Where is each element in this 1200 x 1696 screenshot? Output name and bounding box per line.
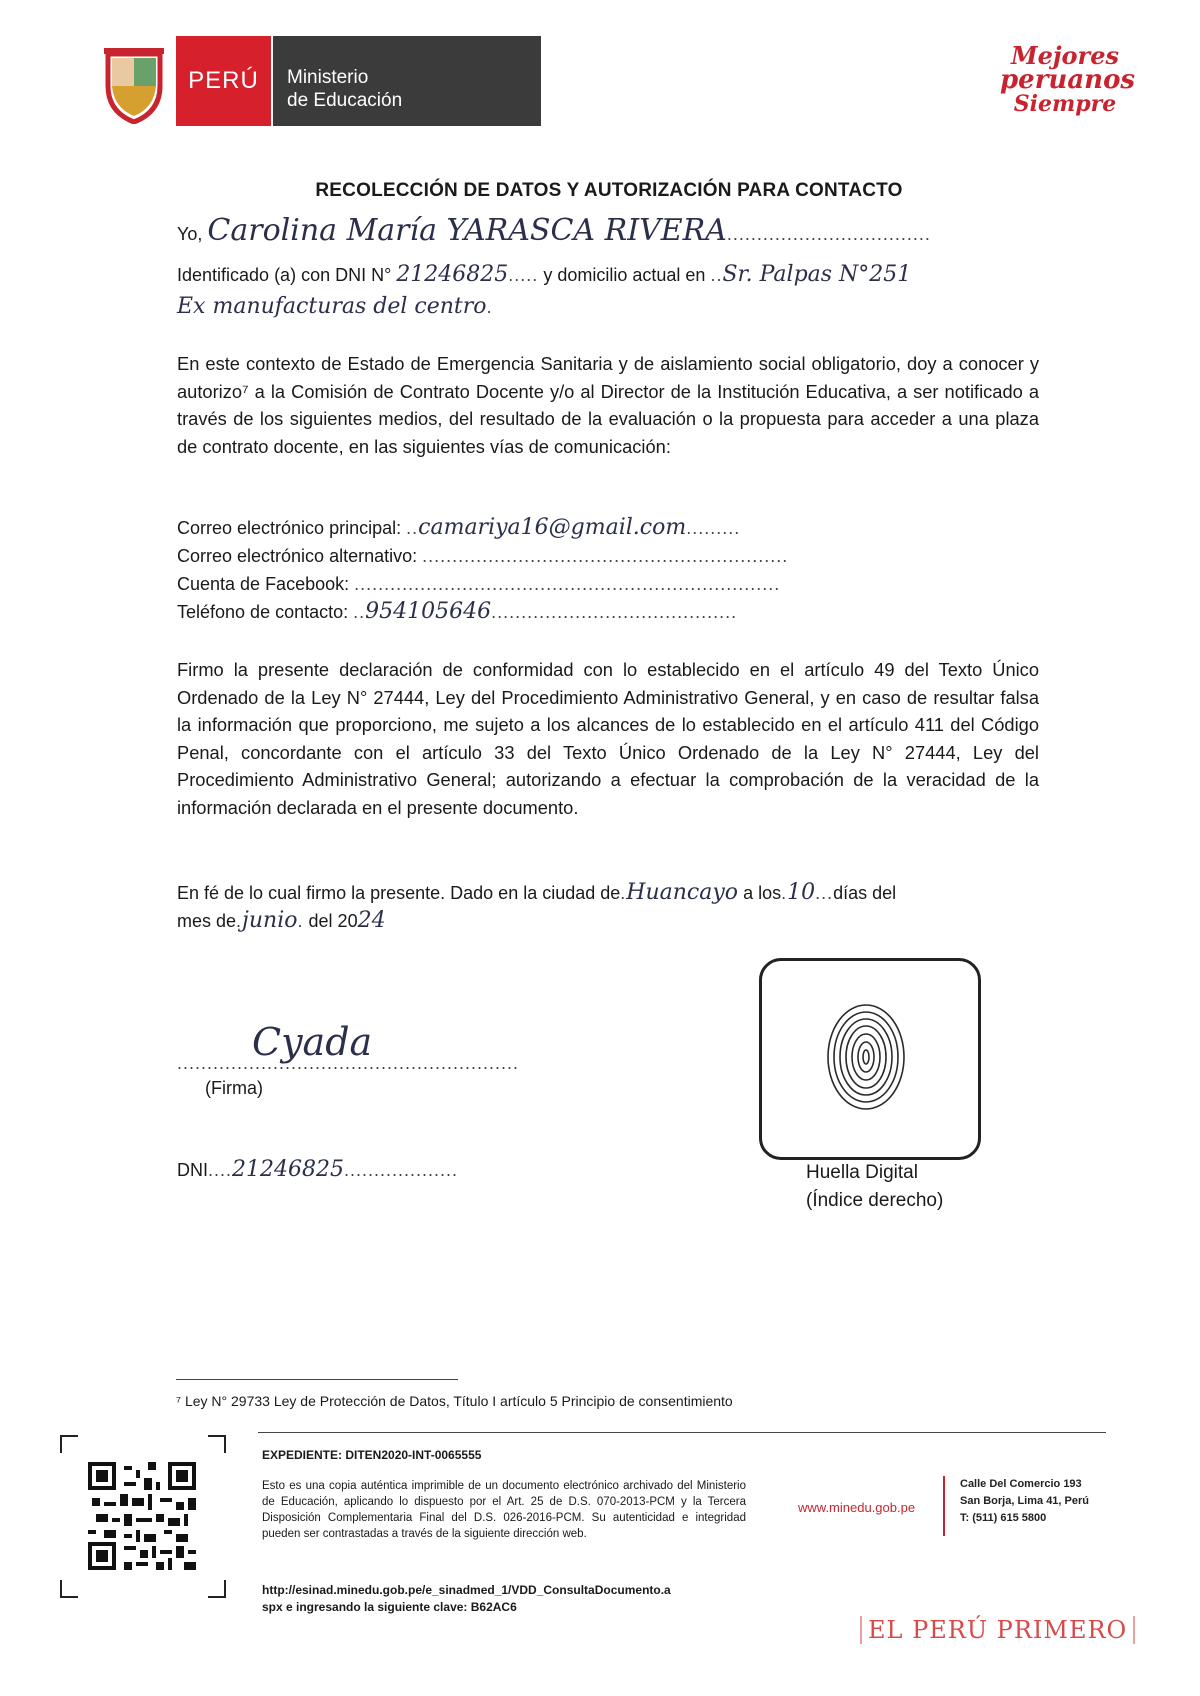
facebook-row: Cuenta de Facebook: ....................................................................... <box>177 574 781 594</box>
phone-row: Teléfono de contacto: ..954105646......................................... <box>177 599 738 624</box>
verification-url-line-2: spx e ingresando la siguiente clave: B62AC6 <box>262 1600 517 1614</box>
qr-corner-bottom-right <box>208 1580 226 1598</box>
name-line: Yo, Carolina María YARASCA RIVERA.................................. <box>177 213 931 248</box>
slogan-line-3: Siempre <box>1013 91 1117 117</box>
signature-dni-value: 21246825 <box>232 1157 344 1182</box>
verification-url[interactable] <box>262 1582 671 1616</box>
slogan-logo <box>1000 41 1136 117</box>
verification-url-line-1: http://esinad.minedu.gob.pe/e_sinadmed_1/VDD_ConsultaDocumento.a <box>262 1583 671 1597</box>
email-main-label: Correo electrónico principal: <box>177 518 402 538</box>
phone-value: 954105646 <box>365 599 492 624</box>
expediente-number: EXPEDIENTE: DITEN2020-INT-0065555 <box>262 1448 482 1462</box>
address-phone: T: (511) 615 5800 <box>960 1512 1047 1524</box>
fingerprint-caption-1: Huella Digital <box>806 1162 918 1183</box>
address-line-2: Ex manufacturas del centro. <box>177 294 493 319</box>
closing-text-2: a los <box>743 883 782 903</box>
fingerprint-caption-2: (Índice derecho) <box>806 1190 944 1211</box>
peru-coat-of-arms-icon <box>98 46 170 124</box>
signature-dotted-line: ......................................................... <box>177 1053 520 1073</box>
slogan-line-1: Mejores <box>1011 41 1119 70</box>
handwritten-name: Carolina María YARASCA RIVERA <box>207 213 727 248</box>
closing-line-1: En fé de lo cual firmo la presente. Dado en la ciudad de.Huancayo a los.10...días del <box>177 880 897 905</box>
dni-label: Identificado (a) con DNI N° <box>177 265 392 285</box>
website-link[interactable]: www.minedu.gob.pe <box>798 1500 916 1515</box>
signature-dni-label: DNI <box>177 1160 208 1180</box>
handwritten-year: 24 <box>357 908 386 933</box>
handwritten-month: junio <box>242 908 298 933</box>
domicile-label: y domicilio actual en <box>543 265 706 285</box>
dni-address-line: Identificado (a) con DNI N° 21246825..... y domicilio actual en ..Sr. Palpas N°251 <box>177 262 912 287</box>
closing-line-2: mes de.junio. del 2024 <box>177 908 386 933</box>
peru-brand-box <box>176 36 271 126</box>
handwritten-city: Huancayo <box>626 880 739 905</box>
handwritten-day: 10 <box>787 880 816 905</box>
document-title: RECOLECCIÓN DE DATOS Y AUTORIZACIÓN PARA CONTACTO <box>315 180 903 201</box>
signature-caption: (Firma) <box>205 1078 263 1098</box>
ministry-address <box>960 1476 1089 1527</box>
facebook-label: Cuenta de Facebook: <box>177 574 350 594</box>
handwritten-dni: 21246825 <box>396 262 509 287</box>
qr-code-icon <box>88 1462 196 1570</box>
footnote: ⁷ Ley N° 29733 Ley de Protección de Datos, Título I artículo 5 Principio de consentimiento <box>176 1393 733 1409</box>
signature-dni-row: DNI....21246825................... <box>177 1157 459 1182</box>
qr-corner-bottom-left <box>60 1580 78 1598</box>
yo-label: Yo, <box>177 224 203 244</box>
footer-divider <box>258 1432 1106 1433</box>
handwritten-address-2: Ex manufacturas del centro <box>177 294 487 319</box>
address-line-2: San Borja, Lima 41, Perú <box>960 1495 1089 1507</box>
fingerprint-icon <box>762 961 978 1157</box>
email-alt-label: Correo electrónico alternativo: <box>177 546 418 566</box>
qr-corner-top-right <box>208 1435 226 1453</box>
footer-separator <box>943 1476 945 1536</box>
year-prefix: del 20 <box>308 911 358 931</box>
handwritten-signature: Cyada <box>252 1020 373 1064</box>
ministry-line-2: de Educación <box>287 90 403 111</box>
ministry-brand-box <box>273 36 541 126</box>
fingerprint-box <box>759 958 981 1160</box>
closing-text-3: días del <box>833 883 897 903</box>
authenticity-notice: Esto es una copia auténtica imprimible de un documento electrónico archivado del Ministerio de Educación, aplicando lo dispuesto por el Art. 25 de D.S. 070-2013-PCM y la Tercera Disposición Complementaria Final del D.S. 026-2016-PCM. Su autenticidad e integridad pueden ser contrastadas a través de la siguiente dirección web. <box>262 1480 746 1540</box>
ministry-line-1: Ministerio <box>287 67 369 88</box>
el-peru-primero-stamp: EL PERÚ PRIMERO <box>860 1616 1135 1644</box>
email-main-value: camariya16@gmail.com <box>418 515 687 540</box>
address-line-1: Calle Del Comercio 193 <box>960 1478 1082 1490</box>
country-label: PERÚ <box>188 67 259 94</box>
month-label: mes de <box>177 911 237 931</box>
slogan-line-2: peruanos <box>1000 65 1136 95</box>
declaration-paragraph: Firmo la presente declaración de conformidad con lo establecido en el artículo 49 del Texto Único Ordenado de la Ley N° 27444, Ley del Procedimiento Administrativo General, y en caso de resultar falsa la información que proporciono, me sujeto a los alcances de lo establecido en el artículo 411 del Código Penal, concordante con el artículo 33 del Texto Único Ordenado de la Ley N° 27444, Ley del Procedimiento Administrativo General; autorizando a efectuar la comprobación de la veracidad de la información declarada en el presente documento. <box>177 659 1039 818</box>
closing-text-1: En fé de lo cual firmo la presente. Dado en la ciudad de <box>177 883 621 903</box>
email-main-row: Correo electrónico principal: ..camariya16@gmail.com......... <box>177 515 741 540</box>
authorization-paragraph: En este contexto de Estado de Emergencia Sanitaria y de aislamiento social obligatorio, doy a conocer y autorizo⁷ a la Comisión de Contrato Docente y/o al Director de la Institución Educativa, a ser notificado a través de los siguientes medios, del resultado de la evaluación o la propuesta para acceder a una plaza de contrato docente, en las siguientes vías de comunicación: <box>177 353 1039 457</box>
email-alt-row: Correo electrónico alternativo: ............................................................. <box>177 546 789 566</box>
handwritten-address-1: Sr. Palpas N°251 <box>722 262 912 287</box>
qr-corner-top-left <box>60 1435 78 1453</box>
phone-label: Teléfono de contacto: <box>177 602 349 622</box>
footnote-divider <box>176 1379 458 1380</box>
